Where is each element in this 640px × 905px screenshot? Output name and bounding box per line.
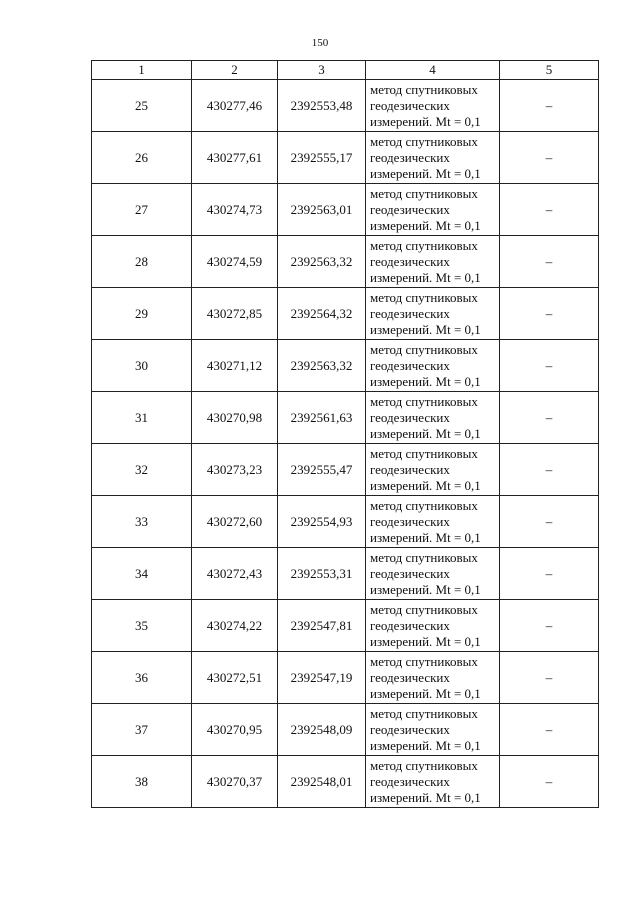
x-coordinate-cell: 430270,98 [192, 392, 278, 444]
table-row [92, 184, 599, 236]
table-row [92, 652, 599, 704]
note-cell: – [500, 236, 599, 288]
note-cell: – [500, 704, 599, 756]
x-coordinate-cell: 430270,95 [192, 704, 278, 756]
note-cell: – [500, 288, 599, 340]
x-coordinate-cell: 430274,22 [192, 600, 278, 652]
note-cell: – [500, 756, 599, 808]
method-cell: метод спутниковых геодезических измерений. Mt = 0,1 [366, 704, 500, 756]
method-cell: метод спутниковых геодезических измерений. Mt = 0,1 [366, 392, 500, 444]
table-row [92, 288, 599, 340]
table-header [92, 61, 599, 80]
header-cell-4: 4 [366, 61, 500, 80]
y-coordinate-cell: 2392554,93 [278, 496, 366, 548]
point-number-cell: 28 [92, 236, 192, 288]
point-number-cell: 35 [92, 600, 192, 652]
x-coordinate-cell: 430272,51 [192, 652, 278, 704]
point-number-cell: 25 [92, 80, 192, 132]
method-cell: метод спутниковых геодезических измерений. Mt = 0,1 [366, 756, 500, 808]
x-coordinate-cell: 430273,23 [192, 444, 278, 496]
y-coordinate-cell: 2392555,47 [278, 444, 366, 496]
table-row [92, 80, 599, 132]
x-coordinate-cell: 430271,12 [192, 340, 278, 392]
y-coordinate-cell: 2392553,48 [278, 80, 366, 132]
y-coordinate-cell: 2392563,32 [278, 340, 366, 392]
y-coordinate-cell: 2392548,01 [278, 756, 366, 808]
x-coordinate-cell: 430272,85 [192, 288, 278, 340]
point-number-cell: 34 [92, 548, 192, 600]
note-cell: – [500, 184, 599, 236]
method-cell: метод спутниковых геодезических измерений. Mt = 0,1 [366, 444, 500, 496]
note-cell: – [500, 444, 599, 496]
method-cell: метод спутниковых геодезических измерений. Mt = 0,1 [366, 132, 500, 184]
y-coordinate-cell: 2392548,09 [278, 704, 366, 756]
table-body [92, 80, 599, 808]
method-cell: метод спутниковых геодезических измерений. Mt = 0,1 [366, 340, 500, 392]
note-cell: – [500, 80, 599, 132]
point-number-cell: 26 [92, 132, 192, 184]
point-number-cell: 33 [92, 496, 192, 548]
x-coordinate-cell: 430274,59 [192, 236, 278, 288]
method-cell: метод спутниковых геодезических измерений. Mt = 0,1 [366, 548, 500, 600]
table-row [92, 600, 599, 652]
method-cell: метод спутниковых геодезических измерений. Mt = 0,1 [366, 80, 500, 132]
note-cell: – [500, 600, 599, 652]
header-cell-5: 5 [500, 61, 599, 80]
x-coordinate-cell: 430277,61 [192, 132, 278, 184]
table-row [92, 444, 599, 496]
point-number-cell: 37 [92, 704, 192, 756]
y-coordinate-cell: 2392561,63 [278, 392, 366, 444]
method-cell: метод спутниковых геодезических измерений. Mt = 0,1 [366, 236, 500, 288]
header-row [92, 61, 599, 80]
point-number-cell: 32 [92, 444, 192, 496]
point-number-cell: 29 [92, 288, 192, 340]
note-cell: – [500, 652, 599, 704]
table-row [92, 340, 599, 392]
header-cell-2: 2 [192, 61, 278, 80]
header-cell-1: 1 [92, 61, 192, 80]
note-cell: – [500, 496, 599, 548]
page-number: 150 [311, 37, 329, 49]
table-row [92, 496, 599, 548]
table-row [92, 392, 599, 444]
method-cell: метод спутниковых геодезических измерений. Mt = 0,1 [366, 288, 500, 340]
point-number-cell: 27 [92, 184, 192, 236]
coordinates-table [91, 60, 599, 808]
table-row [92, 132, 599, 184]
table-row [92, 548, 599, 600]
point-number-cell: 30 [92, 340, 192, 392]
table-row [92, 704, 599, 756]
method-cell: метод спутниковых геодезических измерений. Mt = 0,1 [366, 496, 500, 548]
point-number-cell: 31 [92, 392, 192, 444]
method-cell: метод спутниковых геодезических измерений. Mt = 0,1 [366, 184, 500, 236]
table-row [92, 756, 599, 808]
note-cell: – [500, 340, 599, 392]
y-coordinate-cell: 2392564,32 [278, 288, 366, 340]
x-coordinate-cell: 430272,60 [192, 496, 278, 548]
note-cell: – [500, 392, 599, 444]
x-coordinate-cell: 430277,46 [192, 80, 278, 132]
method-cell: метод спутниковых геодезических измерений. Mt = 0,1 [366, 600, 500, 652]
note-cell: – [500, 132, 599, 184]
table-row [92, 236, 599, 288]
header-cell-3: 3 [278, 61, 366, 80]
y-coordinate-cell: 2392547,81 [278, 600, 366, 652]
note-cell: – [500, 548, 599, 600]
y-coordinate-cell: 2392563,32 [278, 236, 366, 288]
y-coordinate-cell: 2392563,01 [278, 184, 366, 236]
x-coordinate-cell: 430274,73 [192, 184, 278, 236]
point-number-cell: 38 [92, 756, 192, 808]
point-number-cell: 36 [92, 652, 192, 704]
method-cell: метод спутниковых геодезических измерений. Mt = 0,1 [366, 652, 500, 704]
y-coordinate-cell: 2392547,19 [278, 652, 366, 704]
x-coordinate-cell: 430270,37 [192, 756, 278, 808]
x-coordinate-cell: 430272,43 [192, 548, 278, 600]
y-coordinate-cell: 2392555,17 [278, 132, 366, 184]
y-coordinate-cell: 2392553,31 [278, 548, 366, 600]
